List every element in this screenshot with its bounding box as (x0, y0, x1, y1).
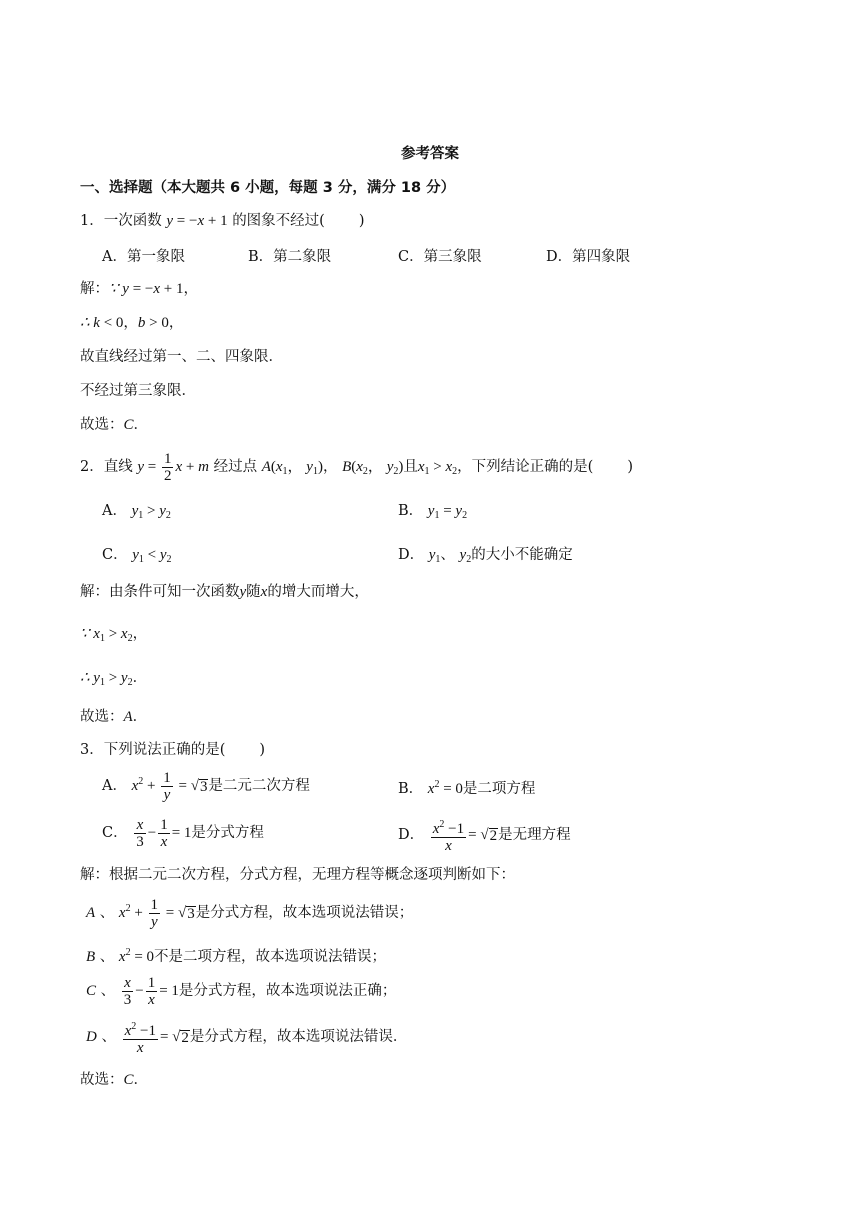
q3-option-a: A． $x^2$ + $\frac{1}{y}$ = √ 3 是二元二次方程 (102, 770, 310, 803)
q1-solution-line-4: 不经过第三象限． (80, 383, 196, 399)
q2-option-a: A． $y_1 > y_2$ (102, 503, 171, 521)
q2-option-d: D． $y_1$、 $y_2$的大小不能确定 (398, 547, 573, 565)
q3-option-d: D． $\frac{x^2 -1}{x}$ = √ 2 是无理方程 (398, 819, 571, 854)
q2-answer: 故选：A． (80, 709, 148, 725)
q1-solution-line-1: 解：∵ y = −x + 1， (80, 281, 199, 297)
q1-function: y = −x + 1 (166, 213, 228, 229)
q2-solution-line-3: ∴ $y_1 > y_2$． (80, 670, 148, 688)
q2-option-b: B． $y_1 = y_2$ (398, 503, 468, 521)
q1-option-a: A．第一象限 (102, 249, 185, 265)
q2-solution-line-2: ∵ $x_1 > x_2$， (80, 626, 148, 644)
q1-answer: 故选：C． (80, 417, 149, 433)
question-1-stem: 1．一次函数 y = −x + 1 的图象不经过( ) (80, 213, 365, 229)
q1-solution-line-3: 故直线经过第一、二、四象限． (80, 349, 283, 365)
q1-solution-line-2: ∴ k < 0，b > 0， (80, 315, 184, 331)
q2-option-c: C． $y_1 < y_2$ (102, 547, 172, 565)
q1-option-c: C．第三象限 (398, 249, 482, 265)
section-heading: 一、选择题（本大题共 6 小题，每题 3 分，满分 18 分） (80, 180, 456, 196)
q3-solution-intro: 解：根据二元二次方程，分式方程，无理方程等概念逐项判断如下： (80, 867, 515, 883)
q3-solution-a: A 、 $x^2$ + $\frac{1}{y}$ = √ 3 是分式方程，故本选项说法错误； (86, 897, 414, 930)
q2-solution-line-1: 解：由条件可知一次函数y随x的增大而增大， (80, 584, 369, 600)
q1-option-d: D．第四象限 (546, 249, 631, 265)
q3-solution-b: B 、 $x^2 = 0$不是二项方程，故本选项说法错误； (86, 947, 387, 965)
q3-solution-d: D 、 $\frac{x^2 -1}{x}$ = √ 2 是分式方程，故本选项说法错误． (86, 1021, 408, 1056)
q3-option-c: C． $\frac{x}{3}$ − $\frac{1}{x}$ = 1是分式方程 (102, 817, 264, 850)
q3-option-b: B． $x^2 = 0$是二项方程 (398, 779, 536, 797)
q1-option-b: B．第二象限 (248, 249, 332, 265)
question-3-stem: 3．下列说法正确的是( ) (80, 742, 266, 758)
q3-answer: 故选：C． (80, 1072, 149, 1088)
q3-solution-c: C 、 $\frac{x}{3}$ − $\frac{1}{x}$ = 1是分式方程，故本选项说法正确； (86, 975, 397, 1008)
question-2-stem: 2．直线 y = $\frac{1}{2}$ x + m 经过点 $A(x_1$， $y_1$)， $B(x_2$， $y_2$)且$x_1 > x_2$，下列结论正确的是( ) (80, 451, 633, 484)
page-title: 参考答案 (401, 146, 459, 162)
